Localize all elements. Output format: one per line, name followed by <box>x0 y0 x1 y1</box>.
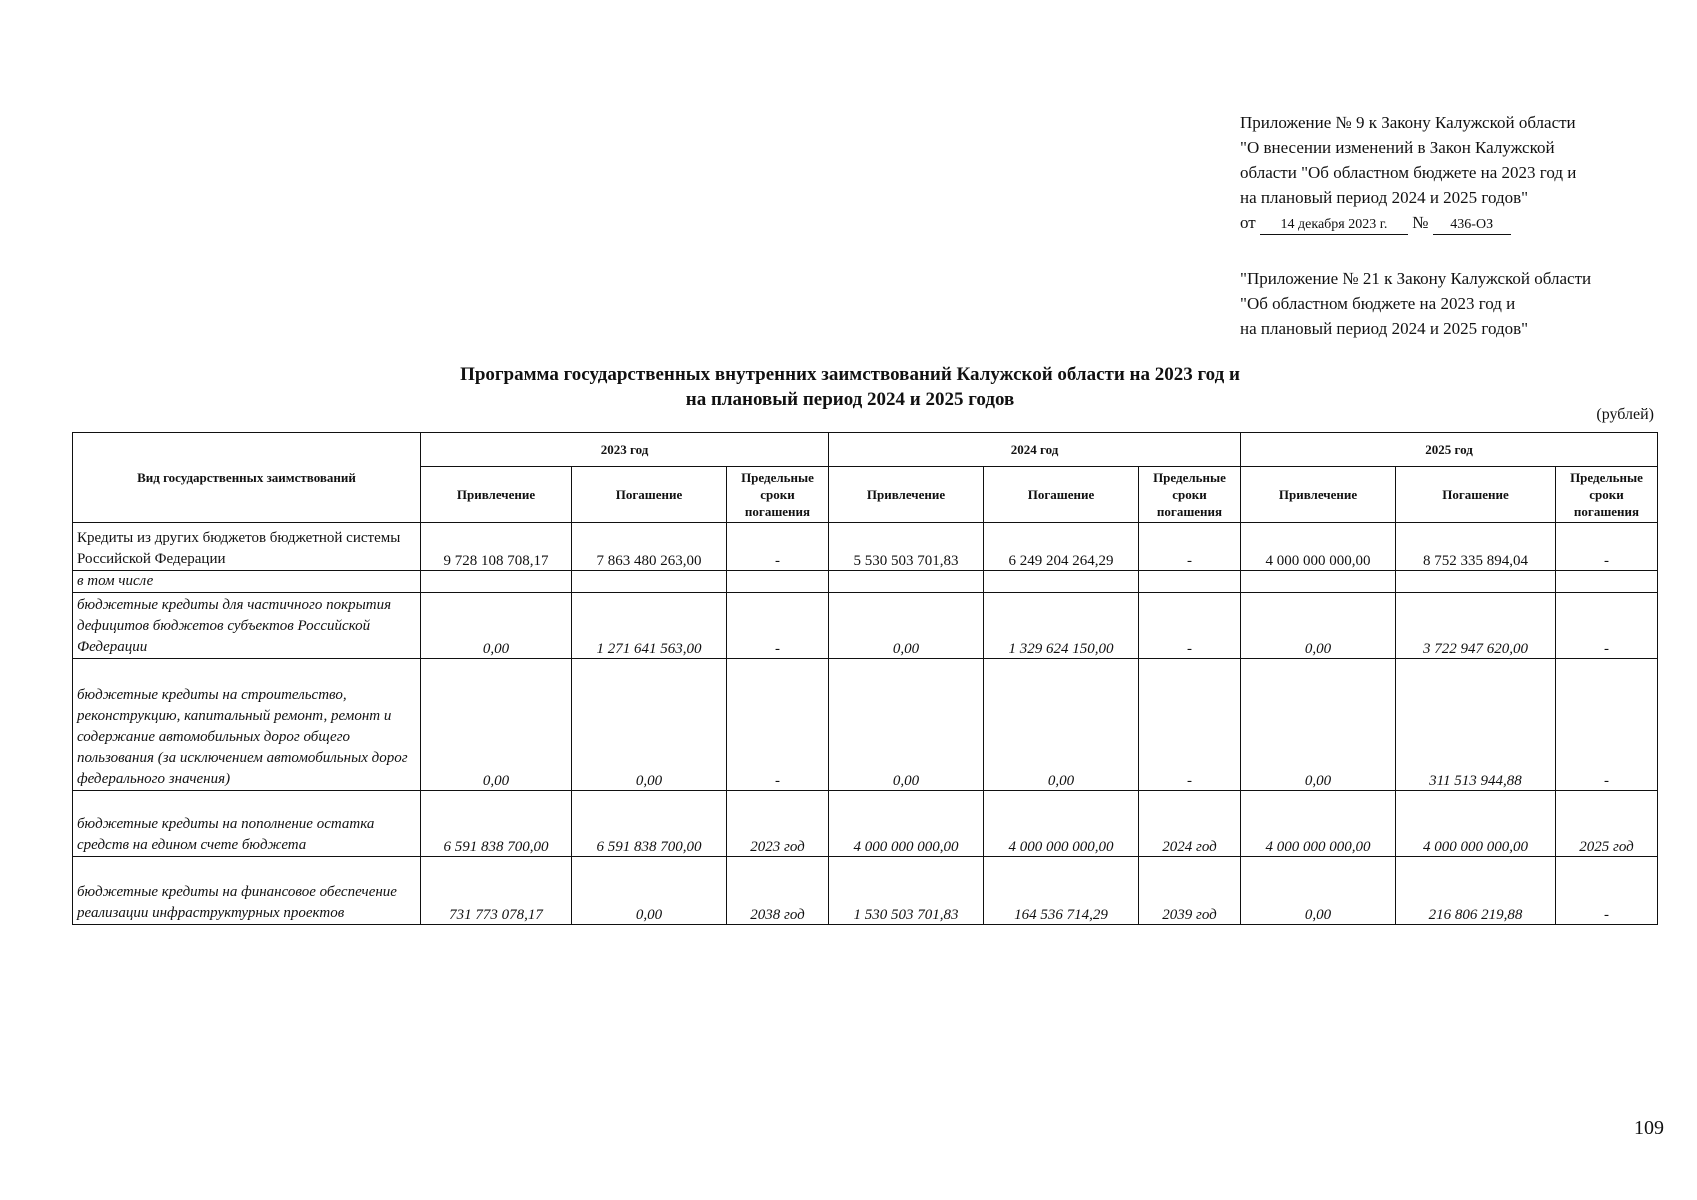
law-number: 436-ОЗ <box>1433 216 1511 235</box>
from-label: от <box>1240 213 1256 232</box>
cell-value: 4 000 000 000,00 <box>1241 523 1396 571</box>
page-number: 109 <box>1634 1117 1664 1139</box>
unit-label: (рублей) <box>1596 406 1654 423</box>
cell-value: - <box>1556 523 1658 571</box>
title-line-1: Программа государственных внутренних заимствований Калужской области на 2023 год и <box>460 364 1240 385</box>
sub-term: Предельные сроки погашения <box>1556 467 1658 523</box>
cell-value: 731 773 078,17 <box>421 857 572 925</box>
cell-value: 164 536 714,29 <box>984 857 1139 925</box>
cell-value <box>421 571 572 593</box>
annex2-line: "Об областном бюджете на 2023 год и <box>1240 294 1516 313</box>
borrowing-table <box>72 432 1658 925</box>
sub-attract: Привлечение <box>829 467 984 523</box>
sub-term: Предельные сроки погашения <box>1139 467 1241 523</box>
title-line-2: на плановый период 2024 и 2025 годов <box>685 389 1015 410</box>
annex-line: Приложение № 9 к Закону Калужской области <box>1240 113 1576 132</box>
number-label: № <box>1412 213 1429 232</box>
cell-value: 2038 год <box>727 857 829 925</box>
sub-term: Предельные сроки погашения <box>727 467 829 523</box>
cell-value: 1 530 503 701,83 <box>829 857 984 925</box>
cell-value: 0,00 <box>984 659 1139 791</box>
cell-value: - <box>1556 593 1658 659</box>
year-header-2025: 2025 год <box>1241 433 1658 467</box>
cell-value: 7 863 480 263,00 <box>572 523 727 571</box>
row-label: Кредиты из других бюджетов бюджетной системы Российской Федерации <box>73 523 421 571</box>
cell-value: 6 591 838 700,00 <box>572 791 727 857</box>
cell-value: 9 728 108 708,17 <box>421 523 572 571</box>
sub-repay: Погашение <box>572 467 727 523</box>
cell-value <box>727 571 829 593</box>
sub-repay: Погашение <box>984 467 1139 523</box>
annex-line: на плановый период 2024 и 2025 годов" <box>1240 188 1529 207</box>
table-row <box>73 593 1658 659</box>
annex-header <box>1240 110 1576 235</box>
cell-value: 5 530 503 701,83 <box>829 523 984 571</box>
cell-value: 8 752 335 894,04 <box>1396 523 1556 571</box>
cell-value: 4 000 000 000,00 <box>984 791 1139 857</box>
year-header-2024: 2024 год <box>829 433 1241 467</box>
cell-value <box>1241 571 1396 593</box>
row-label: бюджетные кредиты на строительство, реконструкцию, капитальный ремонт, ремонт и содержание автомобильных дорог общего пользования (за исключением автомобильных дорог федерального значения) <box>73 659 421 791</box>
cell-value: 4 000 000 000,00 <box>1396 791 1556 857</box>
annex-date-row <box>1240 210 1576 235</box>
cell-value: 6 249 204 264,29 <box>984 523 1139 571</box>
cell-value: - <box>727 523 829 571</box>
cell-value: 2024 год <box>1139 791 1241 857</box>
cell-value: 0,00 <box>1241 857 1396 925</box>
table-row <box>73 571 1658 593</box>
cell-value: 0,00 <box>572 857 727 925</box>
sub-attract: Привлечение <box>1241 467 1396 523</box>
cell-value: 0,00 <box>421 593 572 659</box>
cell-value: - <box>1139 523 1241 571</box>
cell-value: 2025 год <box>1556 791 1658 857</box>
cell-value: 2023 год <box>727 791 829 857</box>
cell-value <box>829 571 984 593</box>
cell-value: 0,00 <box>421 659 572 791</box>
cell-value: 4 000 000 000,00 <box>1241 791 1396 857</box>
row-label: бюджетные кредиты на финансовое обеспечение реализации инфраструктурных проектов <box>73 857 421 925</box>
cell-value: 0,00 <box>1241 593 1396 659</box>
cell-value <box>1556 571 1658 593</box>
table-row <box>73 659 1658 791</box>
year-header-2023: 2023 год <box>421 433 829 467</box>
annex2-header <box>1240 266 1591 341</box>
annex-line: "О внесении изменений в Закон Калужской <box>1240 138 1555 157</box>
cell-value: - <box>1139 593 1241 659</box>
cell-value: 0,00 <box>572 659 727 791</box>
cell-value: 3 722 947 620,00 <box>1396 593 1556 659</box>
sub-repay: Погашение <box>1396 467 1556 523</box>
row-label: бюджетные кредиты на пополнение остатка средств на едином счете бюджета <box>73 791 421 857</box>
cell-value <box>1396 571 1556 593</box>
cell-value: 216 806 219,88 <box>1396 857 1556 925</box>
annex2-line: "Приложение № 21 к Закону Калужской области <box>1240 269 1592 288</box>
law-date: 14 декабря 2023 г. <box>1260 216 1408 235</box>
cell-value: 1 329 624 150,00 <box>984 593 1139 659</box>
cell-value: 311 513 944,88 <box>1396 659 1556 791</box>
annex-line: области "Об областном бюджете на 2023 год и <box>1240 163 1577 182</box>
cell-value: - <box>1556 659 1658 791</box>
cell-value: 6 591 838 700,00 <box>421 791 572 857</box>
cell-value: 4 000 000 000,00 <box>829 791 984 857</box>
cell-value: 0,00 <box>829 593 984 659</box>
table-row <box>73 523 1658 571</box>
row-label: в том числе <box>73 571 421 593</box>
cell-value <box>984 571 1139 593</box>
table-row <box>73 791 1658 857</box>
cell-value <box>572 571 727 593</box>
cell-value: - <box>727 593 829 659</box>
cell-value: - <box>727 659 829 791</box>
col-type-header: Вид государственных заимствований <box>73 433 421 523</box>
cell-value: 0,00 <box>829 659 984 791</box>
cell-value: - <box>1556 857 1658 925</box>
cell-value: 0,00 <box>1241 659 1396 791</box>
document-title <box>380 362 1320 412</box>
cell-value <box>1139 571 1241 593</box>
annex2-line: на плановый период 2024 и 2025 годов" <box>1240 319 1529 338</box>
cell-value: 2039 год <box>1139 857 1241 925</box>
cell-value: 1 271 641 563,00 <box>572 593 727 659</box>
table-row <box>73 857 1658 925</box>
sub-attract: Привлечение <box>421 467 572 523</box>
cell-value: - <box>1139 659 1241 791</box>
row-label: бюджетные кредиты для частичного покрытия дефицитов бюджетов субъектов Российской Федерации <box>73 593 421 659</box>
